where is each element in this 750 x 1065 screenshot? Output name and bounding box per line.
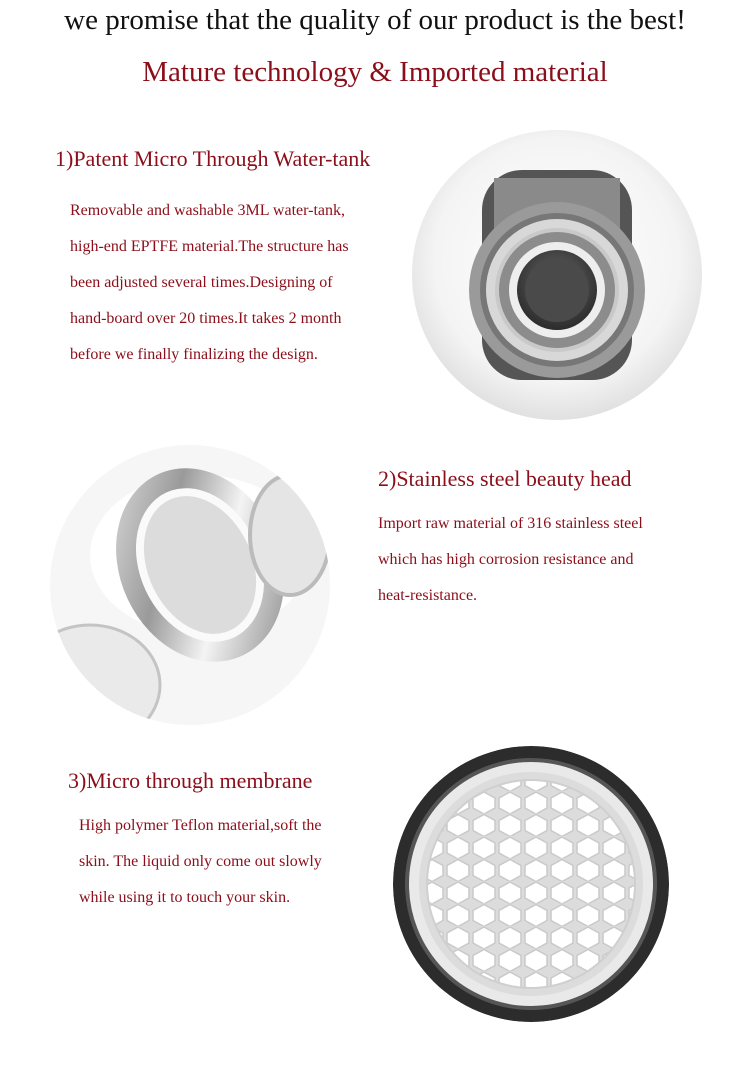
steel-head-photo (50, 445, 330, 725)
steel-head-photo-icon (50, 445, 330, 725)
section-1-line-4: hand-board over 20 times.It takes 2 month (70, 310, 342, 327)
section-2-line-3: heat-resistance. (378, 587, 478, 604)
section-2-line-2: which has high corrosion resistance and (378, 551, 634, 568)
section-3-line-3: while using it to touch your skin. (79, 889, 291, 906)
water-tank-photo-icon (412, 130, 702, 420)
section-2-title: 2)Stainless steel beauty head (378, 466, 632, 491)
section-3-line-1: High polymer Teflon material,soft the (79, 817, 322, 834)
section-1-line-5: before we finally finalizing the design. (70, 346, 318, 363)
section-3-title: 3)Micro through membrane (68, 768, 313, 793)
section-3-line-2: skin. The liquid only come out slowly (79, 853, 322, 870)
section-1-line-1: Removable and washable 3ML water-tank, (70, 202, 345, 219)
section-1-title: 1)Patent Micro Through Water-tank (55, 146, 371, 171)
section-1-line-3: been adjusted several times.Designing of (70, 274, 333, 291)
section-1-line-2: high-end EPTFE material.The structure has (70, 238, 349, 255)
membrane-photo-icon (393, 746, 669, 1022)
water-tank-photo (412, 130, 702, 420)
headline: we promise that the quality of our product is the best! (64, 4, 686, 36)
membrane-photo (393, 746, 669, 1022)
subheadline: Mature technology & Imported material (142, 56, 608, 88)
section-2-line-1: Import raw material of 316 stainless steel (378, 515, 643, 532)
